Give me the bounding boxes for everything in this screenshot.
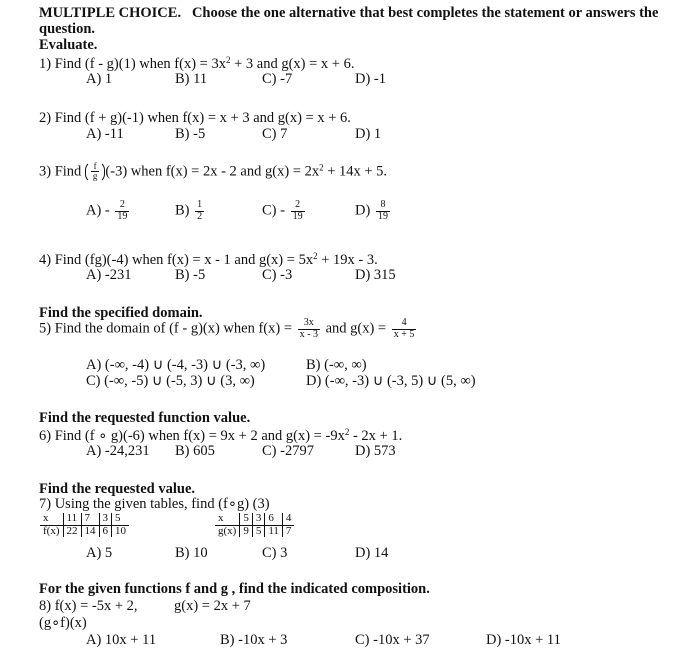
q6-exponent: 2 (344, 427, 350, 437)
q7-choice-a[interactable]: A) 5 (86, 545, 113, 561)
table-f-cell: 5 (112, 513, 130, 525)
q4-prefix: 4) Find (fg)(-4) when f(x) = x - 1 and g(x) = 5x (39, 252, 314, 268)
q4-rest: + 19x - 3. (317, 252, 378, 268)
q3-d-label: D) (355, 202, 371, 219)
q1-choice-b[interactable]: B) 11 (175, 71, 208, 87)
q3-choice-b[interactable] (175, 200, 206, 222)
q7-choice-d[interactable]: D) 14 (355, 545, 389, 561)
q4-choice-d[interactable]: D) 315 (355, 267, 396, 283)
q6-choice-d[interactable]: D) 573 (355, 443, 396, 459)
table-f-cell: 3 (99, 513, 112, 525)
q5-choice-b[interactable]: B) (-∞, ∞) (306, 357, 367, 373)
q3-question (39, 161, 387, 183)
q6-choice-a[interactable]: A) -24,231 (86, 443, 150, 459)
q7-table-g (215, 513, 294, 537)
q3-a-num: 2 (115, 200, 129, 212)
q6-rest: - 2x + 1. (349, 428, 403, 444)
table-f-cell: 11 (63, 513, 81, 525)
table-g-cell: 5 (252, 525, 265, 537)
table-g-cell: 4 (282, 513, 294, 525)
q3-choice-c[interactable] (262, 200, 307, 222)
section-function-value-heading: Find the requested function value. (39, 410, 251, 426)
q4-choice-c[interactable]: C) -3 (262, 267, 293, 283)
header-instruction: Choose the one alternative that best completes the statement or answers the (191, 5, 659, 21)
q5-f-fraction (298, 318, 320, 340)
q3-b-label: B) (175, 202, 190, 219)
table-f-cell: f(x) (43, 524, 60, 537)
q5-g-num: 4 (392, 318, 417, 330)
q7-choice-b[interactable]: B) 10 (175, 545, 208, 561)
q8-choice-b[interactable]: B) -10x + 3 (220, 632, 288, 648)
q8-f-def: 8) f(x) = -5x + 2, (39, 598, 138, 614)
table-g-cell: g(x) (218, 524, 237, 537)
q5-question (39, 318, 418, 340)
q3-a-label: A) - (86, 202, 110, 219)
table-g-cell: 7 (282, 525, 294, 537)
table-g-cell: 6 (265, 513, 283, 525)
table-f-cell: 10 (112, 525, 130, 537)
q3-b-den: 2 (197, 210, 203, 222)
q6-choice-b[interactable]: B) 605 (175, 443, 215, 459)
q1-prefix: 1) Find (f - g)(1) when f(x) = 3x (39, 56, 226, 72)
q8-choice-a[interactable]: A) 10x + 11 (86, 632, 157, 648)
q5-g-den: x + 5 (393, 328, 415, 340)
q3-exponent: 2 (319, 162, 324, 173)
q3-f-den: g (92, 171, 98, 182)
q4-exponent: 2 (313, 251, 318, 261)
q3-a-den: 19 (117, 210, 128, 222)
q3-mid: (-3) when f(x) = 2x - 2 and g(x) = 2x (105, 163, 320, 180)
table-f-cell: 22 (63, 525, 81, 537)
q8-g-def: g(x) = 2x + 7 (174, 598, 251, 614)
q5-f-num: 3x (298, 318, 320, 330)
q6-choice-c[interactable]: C) -2797 (262, 443, 314, 459)
q2-choice-c[interactable]: C) 7 (262, 126, 288, 142)
q7-table-f (40, 513, 129, 537)
q5-choice-d[interactable]: D) (-∞, -3) ∪ (-3, 5) ∪ (5, ∞) (306, 373, 476, 389)
q7-question: 7) Using the given tables, find (f∘g) (3) (39, 496, 270, 512)
table-g-cell: 5 (240, 513, 253, 525)
q2-choice-d[interactable]: D) 1 (355, 126, 382, 142)
q3-fraction-paren (85, 161, 106, 183)
q5-prefix: 5) Find the domain of (f - g)(x) when f(x) = (39, 320, 292, 337)
section-requested-value-heading: Find the requested value. (39, 481, 196, 497)
q4-choice-a[interactable]: A) -231 (86, 267, 132, 283)
q3-c-label: C) - (262, 202, 285, 219)
table-g-cell: x (215, 513, 240, 525)
q5-f-den: x - 3 (299, 328, 318, 340)
q3-c-den: 19 (292, 210, 303, 222)
evaluate-heading: Evaluate. (39, 37, 98, 53)
header-line1 (39, 6, 658, 22)
q1-choice-a[interactable]: A) 1 (86, 71, 113, 87)
q2-choice-a[interactable]: A) -11 (86, 126, 124, 142)
q3-b-num: 1 (197, 199, 203, 210)
q3-prefix: 3) Find (39, 163, 82, 180)
table-g-cell: 11 (265, 525, 283, 537)
q3-f-num: f (91, 162, 100, 172)
q4-choice-b[interactable]: B) -5 (175, 267, 206, 283)
q5-choice-a[interactable]: A) (-∞, -4) ∪ (-4, -3) ∪ (-3, ∞) (86, 357, 266, 373)
q5-choice-c[interactable]: C) (-∞, -5) ∪ (-5, 3) ∪ (3, ∞) (86, 373, 255, 389)
q8-choice-d[interactable]: D) -10x + 11 (486, 632, 561, 648)
q3-d-num: 8 (376, 200, 390, 212)
section-domain-heading: Find the specified domain. (39, 305, 203, 321)
q6-prefix: 6) Find (f ∘ g)(-6) when f(x) = 9x + 2 and g(x) = -9x (39, 428, 345, 444)
q1-choice-d[interactable]: D) -1 (355, 71, 387, 87)
q1-choice-c[interactable]: C) -7 (262, 71, 293, 87)
q2-choice-b[interactable]: B) -5 (175, 126, 206, 142)
q5-mid: and g(x) = (325, 320, 387, 337)
header-instruction-cont: question. (39, 21, 96, 37)
table-g-cell: 9 (240, 525, 253, 537)
q3-choice-d[interactable] (355, 200, 392, 222)
q5-g-fraction (392, 318, 417, 340)
q8-choice-c[interactable]: C) -10x + 37 (355, 632, 430, 648)
q3-rest: + 14x + 5. (323, 163, 388, 180)
q1-exponent: 2 (225, 55, 231, 65)
q3-d-den: 19 (377, 210, 388, 222)
table-f-cell: 6 (99, 525, 112, 537)
q2-question: 2) Find (f + g)(-1) when f(x) = x + 3 and g(x) = x + 6. (39, 110, 351, 126)
q8-composition: (g∘f)(x) (39, 615, 87, 631)
table-f-cell: x (40, 513, 63, 525)
q3-c-num: 2 (291, 200, 305, 212)
table-f-cell: 7 (81, 513, 99, 525)
q3-choice-a[interactable] (86, 200, 131, 222)
q1-rest: + 3 and g(x) = x + 6. (230, 56, 355, 72)
q7-choice-c[interactable]: C) 3 (262, 545, 288, 561)
table-f-cell: 14 (81, 525, 99, 537)
section-composition-heading: For the given functions f and g , find the indicated composition. (39, 581, 430, 597)
table-g-cell: 3 (252, 513, 265, 525)
header-title: MULTIPLE CHOICE. (39, 5, 182, 21)
